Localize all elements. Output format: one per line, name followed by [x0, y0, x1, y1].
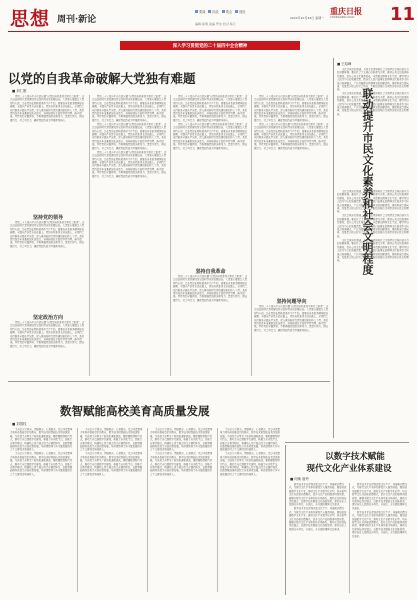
- column-divider: [147, 428, 148, 592]
- square-icon: [195, 10, 198, 13]
- paragraph: 文化是城市的灵魂，市民文化素养和社会文明程度是城市软实力的重要体现。要以社会主义核心价值观为引领，推动公共文化服务体系建设，提升公共文化服务效能，丰富群众精神文化生活。要坚持以人民为中心的发展思想，把满足人民日益增长的精神文化需求作为出发点和落脚点，广泛开展群众性精神文明创建活动，推动形成崇德向善、见贤思齐的良好社会风尚，不断提高城市文明程度和市民文明素质。: [337, 238, 409, 263]
- article4-body-col1: [289, 483, 347, 593]
- paragraph: 文化是城市的灵魂，市民文化素养和社会文明程度是城市软实力的重要体现。要以社会主义核心价值观为引领，推动公共文化服务体系建设，提升公共文化服务效能，丰富群众精神文化生活。要坚持以人民为中心的发展思想，把满足人民日益增长的精神文化需求作为出发点和落脚点，广泛开展群众性精神文明创建活动，推动形成崇德向善、见贤思齐的良好社会风尚，不断提高城市文明程度和市民文明素质。: [337, 68, 409, 92]
- article1-body-col1c: [10, 321, 86, 376]
- column-divider: [349, 483, 350, 593]
- article1-body-col1b: [10, 221, 86, 313]
- article3-body-col1: [10, 428, 74, 592]
- paragraph: 党的二十大报告中首次提出要“以党的自我革命引领社会革命”，这是总结新时代党的建设历史经验得出的重要结论。大党独有难题是大党所特有的，是在党的长期执政条件下产生的，需要以自我革命精神加以破解。全面从严治党永远在路上，党的自我革命永远在路上，必须持之以恒推进全面从严治党，深入推进新时代党的建设新的伟大工程。我们党历经百年沧桑更加充满活力，其奥秘就在于始终坚持真理、修正错误。坚持党的全面领导，不断增强党的政治领导力、思想引领力、群众组织力、社会号召力，确保党始终成为坚强领导核心。: [10, 321, 85, 348]
- article1-subhead: 坚持问题导向: [276, 299, 307, 305]
- paragraph: 数字技术正在深刻改变文化生产、传播和消费方式，为现代文化产业体系建设注入强劲动能。要加快发展数字文化产业，推动文化产业数字化转型，培育新型文化业态和消费模式，提升文化产品和服务供给质量。要健全现代文化产业体系和市场体系，推动文化和科技深度融合，以数字技术赋能文化创新创造，更好满足人民群众多样化、多层次、多方面的精神文化需求。: [289, 507, 347, 531]
- article3-title: 数智赋能高校美育高质量发展: [60, 404, 210, 418]
- column-divider: [217, 428, 218, 592]
- paragraph: 党的二十大报告中首次提出要“以党的自我革命引领社会革命”，这是总结新时代党的建设历史经验得出的重要结论。大党独有难题是大党所特有的，是在党的长期执政条件下产生的，需要以自我革命精神加以破解。全面从严治党永远在路上，党的自我革命永远在路上，必须持之以恒推进全面从严治党，深入推进新时代党的建设新的伟大工程。我们党历经百年沧桑更加充满活力，其奥秘就在于始终坚持真理、修正错误。坚持党的全面领导，不断增强党的政治领导力、思想引领力、群众组织力、社会号召力，确保党始终成为坚强领导核心。: [254, 95, 329, 122]
- nav-item[interactable]: 要闻: [195, 8, 205, 14]
- paragraph: 美育是审美教育、情操教育、心灵教育，也是丰富想象力和培养创新意识的教育。数字技术和智能技术的快速发展，为高校美育带来了新的机遇和挑战。要把握数智时代特点，推动美育资源数字化建设，拓展美育实践平台，创新美育教学模式，构建线上线下融合的美育课程体系，以数智赋能推动高校美育高质量发展，培养德智体美劳全面发展的社会主义建设者和接班人。: [150, 428, 213, 452]
- right-section-divider: [333, 58, 334, 438]
- article4-byline: ■ 何焕 唐玲: [290, 477, 309, 481]
- paragraph: 美育是审美教育、情操教育、心灵教育，也是丰富想象力和培养创新意识的教育。数字技术和智能技术的快速发展，为高校美育带来了新的机遇和挑战。要把握数智时代特点，推动美育资源数字化建设，拓展美育实践平台，创新美育教学模式，构建线上线下融合的美育课程体系，以数智赋能推动高校美育高质量发展，培养德智体美劳全面发展的社会主义建设者和接班人。: [220, 428, 280, 452]
- column-divider: [170, 95, 171, 376]
- paragraph: 党的二十大报告中首次提出要“以党的自我革命引领社会革命”，这是总结新时代党的建设历史经验得出的重要结论。大党独有难题是大党所特有的，是在党的长期执政条件下产生的，需要以自我革命精神加以破解。全面从严治党永远在路上，党的自我革命永远在路上，必须持之以恒推进全面从严治党，深入推进新时代党的建设新的伟大工程。我们党历经百年沧桑更加充满活力，其奥秘就在于始终坚持真理、修正错误。坚持党的全面领导，不断增强党的政治领导力、思想引领力、群众组织力、社会号召力，确保党始终成为坚强领导核心。: [10, 221, 85, 248]
- square-icon: [208, 10, 211, 13]
- column-divider: [89, 95, 90, 376]
- article1-subhead: 坚持自我革命: [195, 269, 226, 275]
- nav-bar: [195, 8, 285, 14]
- article3-body-col4: [220, 428, 282, 592]
- article1-subhead: 坚定政治方向: [32, 315, 63, 321]
- paper-name-en: CHONGQING DAILY: [330, 16, 355, 19]
- banner-text: 深入学习贯彻党的二十届四中全会精神: [172, 43, 248, 49]
- article2-title: 联动提升市民文化素养和社会文明程度: [361, 88, 374, 275]
- paragraph: 党的二十大报告中首次提出要“以党的自我革命引领社会革命”，这是总结新时代党的建设历史经验得出的重要结论。大党独有难题是大党所特有的，是在党的长期执政条件下产生的，需要以自我革命精神加以破解。全面从严治党永远在路上，党的自我革命永远在路上，必须持之以恒推进全面从严治党，深入推进新时代党的建设新的伟大工程。我们党历经百年沧桑更加充满活力，其奥秘就在于始终坚持真理、修正错误。坚持党的全面领导，不断增强党的政治领导力、思想引领力、群众组织力、社会号召力，确保党始终成为坚强领导核心。: [173, 275, 248, 302]
- paragraph: 数字技术正在深刻改变文化生产、传播和消费方式，为现代文化产业体系建设注入强劲动能。要加快发展数字文化产业，推动文化产业数字化转型，培育新型文化业态和消费模式，提升文化产品和服务供给质量。要健全现代文化产业体系和市场体系，推动文化和科技深度融合，以数字技术赋能文化创新创造，更好满足人民群众多样化、多层次、多方面的精神文化需求。: [352, 510, 408, 538]
- section-brand: 思想: [10, 8, 51, 30]
- article2-byline: ■ 王绍峰: [337, 62, 352, 66]
- square-icon: [235, 10, 238, 13]
- paragraph: 文化是城市的灵魂，市民文化素养和社会文明程度是城市软实力的重要体现。要以社会主义核心价值观为引领，推动公共文化服务体系建设，提升公共文化服务效能，丰富群众精神文化生活。要坚持以人民为中心的发展思想，把满足人民日益增长的精神文化需求作为出发点和落脚点，广泛开展群众性精神文明创建活动，推动形成崇德向善、见贤思齐的良好社会风尚，不断提高城市文明程度和市民文明素质。: [337, 214, 409, 238]
- paragraph: 党的二十大报告中首次提出要“以党的自我革命引领社会革命”，这是总结新时代党的建设历史经验得出的重要结论。大党独有难题是大党所特有的，是在党的长期执政条件下产生的，需要以自我革命精神加以破解。全面从严治党永远在路上，党的自我革命永远在路上，必须持之以恒推进全面从严治党，深入推进新时代党的建设新的伟大工程。我们党历经百年沧桑更加充满活力，其奥秘就在于始终坚持真理、修正错误。坚持党的全面领导，不断增强党的政治领导力、思想引领力、群众组织力、社会号召力，确保党始终成为坚强领导核心。: [92, 95, 167, 122]
- paragraph: 党的二十大报告中首次提出要“以党的自我革命引领社会革命”，这是总结新时代党的建设历史经验得出的重要结论。大党独有难题是大党所特有的，是在党的长期执政条件下产生的，需要以自我革命精神加以破解。全面从严治党永远在路上，党的自我革命永远在路上，必须持之以恒推进全面从严治党，深入推进新时代党的建设新的伟大工程。我们党历经百年沧桑更加充满活力，其奥秘就在于始终坚持真理、修正错误。坚持党的全面领导，不断增强党的政治领导力、思想引领力、群众组织力、社会号召力，确保党始终成为坚强领导核心。: [254, 122, 329, 150]
- article4-title-line2: 现代文化产业体系建设: [306, 464, 392, 474]
- column-name: 周刊·新论: [57, 15, 97, 25]
- section-divider: [8, 381, 330, 382]
- paragraph: 数字技术正在深刻改变文化生产、传播和消费方式，为现代文化产业体系建设注入强劲动能。要加快发展数字文化产业，推动文化产业数字化转型，培育新型文化业态和消费模式，提升文化产品和服务供给质量。要健全现代文化产业体系和市场体系，推动文化和科技深度融合，以数字技术赋能文化创新创造，更好满足人民群众多样化、多层次、多方面的精神文化需求。: [289, 483, 347, 507]
- paragraph: 党的二十大报告中首次提出要“以党的自我革命引领社会革命”，这是总结新时代党的建设历史经验得出的重要结论。大党独有难题是大党所特有的，是在党的长期执政条件下产生的，需要以自我革命精神加以破解。全面从严治党永远在路上，党的自我革命永远在路上，必须持之以恒推进全面从严治党，深入推进新时代党的建设新的伟大工程。我们党历经百年沧桑更加充满活力，其奥秘就在于始终坚持真理、修正错误。坚持党的全面领导，不断增强党的政治领导力、思想引领力、群众组织力、社会号召力，确保党始终成为坚强领导核心。: [173, 122, 248, 150]
- nav-item[interactable]: 时政: [208, 8, 218, 14]
- paragraph: 美育是审美教育、情操教育、心灵教育，也是丰富想象力和培养创新意识的教育。数字技术和智能技术的快速发展，为高校美育带来了新的机遇和挑战。要把握数智时代特点，推动美育资源数字化建设，拓展美育实践平台，创新美育教学模式，构建线上线下融合的美育课程体系，以数智赋能推动高校美育高质量发展，培养德智体美劳全面发展的社会主义建设者和接班人。: [10, 452, 73, 476]
- paragraph: 党的二十大报告中首次提出要“以党的自我革命引领社会革命”，这是总结新时代党的建设历史经验得出的重要结论。大党独有难题是大党所特有的，是在党的长期执政条件下产生的，需要以自我革命精神加以破解。全面从严治党永远在路上，党的自我革命永远在路上，必须持之以恒推进全面从严治党，深入推进新时代党的建设新的伟大工程。我们党历经百年沧桑更加充满活力，其奥秘就在于始终坚持真理、修正错误。坚持党的全面领导，不断增强党的政治领导力、思想引领力、群众组织力、社会号召力，确保党始终成为坚强领导核心。: [10, 95, 85, 122]
- article1-body-col3b: [173, 275, 248, 376]
- masthead: [0, 0, 417, 40]
- paragraph: 党的二十大报告中首次提出要“以党的自我革命引领社会革命”，这是总结新时代党的建设历史经验得出的重要结论。大党独有难题是大党所特有的，是在党的长期执政条件下产生的，需要以自我革命精神加以破解。全面从严治党永远在路上，党的自我革命永远在路上，必须持之以恒推进全面从严治党，深入推进新时代党的建设新的伟大工程。我们党历经百年沧桑更加充满活力，其奥秘就在于始终坚持真理、修正错误。坚持党的全面领导，不断增强党的政治领导力、思想引领力、群众组织力、社会号召力，确保党始终成为坚强领导核心。: [92, 150, 167, 178]
- article3-body-col2: [80, 428, 144, 592]
- article4-title-line1: 以数字技术赋能: [325, 452, 385, 462]
- article1-subhead: 坚持党的领导: [32, 215, 63, 221]
- article2-body-b: [337, 190, 409, 438]
- date-line: 2022年10月24日 星期一: [290, 16, 325, 20]
- paragraph: 美育是审美教育、情操教育、心灵教育，也是丰富想象力和培养创新意识的教育。数字技术和智能技术的快速发展，为高校美育带来了新的机遇和挑战。要把握数智时代特点，推动美育资源数字化建设，拓展美育实践平台，创新美育教学模式，构建线上线下融合的美育课程体系，以数智赋能推动高校美育高质量发展，培养德智体美劳全面发展的社会主义建设者和接班人。: [80, 428, 143, 452]
- paragraph: 文化是城市的灵魂，市民文化素养和社会文明程度是城市软实力的重要体现。要以社会主义核心价值观为引领，推动公共文化服务体系建设，提升公共文化服务效能，丰富群众精神文化生活。要坚持以人民为中心的发展思想，把满足人民日益增长的精神文化需求作为出发点和落脚点，广泛开展群众性精神文明创建活动，推动形成崇德向善、见贤思齐的良好社会风尚，不断提高城市文明程度和市民文明素质。: [337, 190, 409, 214]
- section-divider-vertical: [285, 445, 286, 595]
- paper-name: 重庆日报: [330, 6, 362, 16]
- section-divider: [285, 442, 409, 443]
- article1-body-col4b: [254, 305, 329, 376]
- article3-body-col3: [150, 428, 214, 592]
- paragraph: 美育是审美教育、情操教育、心灵教育，也是丰富想象力和培养创新意识的教育。数字技术和智能技术的快速发展，为高校美育带来了新的机遇和挑战。要把握数智时代特点，推动美育资源数字化建设，拓展美育实践平台，创新美育教学模式，构建线上线下融合的美育课程体系，以数智赋能推动高校美育高质量发展，培养德智体美劳全面发展的社会主义建设者和接班人。: [220, 452, 280, 476]
- article3-byline: ■ 刘国权: [12, 422, 27, 426]
- paragraph: 党的二十大报告中首次提出要“以党的自我革命引领社会革命”，这是总结新时代党的建设历史经验得出的重要结论。大党独有难题是大党所特有的，是在党的长期执政条件下产生的，需要以自我革命精神加以破解。全面从严治党永远在路上，党的自我革命永远在路上，必须持之以恒推进全面从严治党，深入推进新时代党的建设新的伟大工程。我们党历经百年沧桑更加充满活力，其奥秘就在于始终坚持真理、修正错误。坚持党的全面领导，不断增强党的政治领导力、思想引领力、群众组织力、社会号召力，确保党始终成为坚强领导核心。: [92, 122, 167, 150]
- article1-body-col1: [10, 95, 86, 213]
- paragraph: 美育是审美教育、情操教育、心灵教育，也是丰富想象力和培养创新意识的教育。数字技术和智能技术的快速发展，为高校美育带来了新的机遇和挑战。要把握数智时代特点，推动美育资源数字化建设，拓展美育实践平台，创新美育教学模式，构建线上线下融合的美育课程体系，以数智赋能推动高校美育高质量发展，培养德智体美劳全面发展的社会主义建设者和接班人。: [150, 452, 213, 476]
- paragraph: 文化是城市的灵魂，市民文化素养和社会文明程度是城市软实力的重要体现。要以社会主义核心价值观为引领，推动公共文化服务体系建设，提升公共文化服务效能，丰富群众精神文化生活。要坚持以人民为中心的发展思想，把满足人民日益增长的精神文化需求作为出发点和落脚点，广泛开展群众性精神文明创建活动，推动形成崇德向善、见贤思齐的良好社会风尚，不断提高城市文明程度和市民文明素质。: [337, 92, 409, 116]
- nav-item[interactable]: 财经: [235, 8, 245, 14]
- article1-body-col2: [92, 95, 167, 376]
- article4-body-col2: [352, 483, 409, 593]
- nav-item[interactable]: 观点: [222, 8, 232, 14]
- paragraph: 美育是审美教育、情操教育、心灵教育，也是丰富想象力和培养创新意识的教育。数字技术和智能技术的快速发展，为高校美育带来了新的机遇和挑战。要把握数智时代特点，推动美育资源数字化建设，拓展美育实践平台，创新美育教学模式，构建线上线下融合的美育课程体系，以数智赋能推动高校美育高质量发展，培养德智体美劳全面发展的社会主义建设者和接班人。: [80, 452, 143, 476]
- article1-title: 以党的自我革命破解大党独有难题: [8, 71, 196, 86]
- article1-body-col4: [254, 95, 329, 295]
- editor-line: 编辑 崔明 美编 罗洁 校对 杨元: [195, 22, 236, 26]
- square-icon: [222, 10, 225, 13]
- article1-byline: ■ 刘仁刚: [12, 89, 27, 93]
- page-number: 11: [390, 4, 416, 25]
- paragraph: 党的二十大报告中首次提出要“以党的自我革命引领社会革命”，这是总结新时代党的建设历史经验得出的重要结论。大党独有难题是大党所特有的，是在党的长期执政条件下产生的，需要以自我革命精神加以破解。全面从严治党永远在路上，党的自我革命永远在路上，必须持之以恒推进全面从严治党，深入推进新时代党的建设新的伟大工程。我们党历经百年沧桑更加充满活力，其奥秘就在于始终坚持真理、修正错误。坚持党的全面领导，不断增强党的政治领导力、思想引领力、群众组织力、社会号召力，确保党始终成为坚强领导核心。: [173, 95, 248, 122]
- column-divider: [251, 95, 252, 376]
- article1-body-col3: [173, 95, 248, 265]
- paragraph: 党的二十大报告中首次提出要“以党的自我革命引领社会革命”，这是总结新时代党的建设历史经验得出的重要结论。大党独有难题是大党所特有的，是在党的长期执政条件下产生的，需要以自我革命精神加以破解。全面从严治党永远在路上，党的自我革命永远在路上，必须持之以恒推进全面从严治党，深入推进新时代党的建设新的伟大工程。我们党历经百年沧桑更加充满活力，其奥秘就在于始终坚持真理、修正错误。坚持党的全面领导，不断增强党的政治领导力、思想引领力、群众组织力、社会号召力，确保党始终成为坚强领导核心。: [254, 305, 329, 332]
- masthead-rule: [8, 31, 409, 32]
- paragraph: 美育是审美教育、情操教育、心灵教育，也是丰富想象力和培养创新意识的教育。数字技术和智能技术的快速发展，为高校美育带来了新的机遇和挑战。要把握数智时代特点，推动美育资源数字化建设，拓展美育实践平台，创新美育教学模式，构建线上线下融合的美育课程体系，以数智赋能推动高校美育高质量发展，培养德智体美劳全面发展的社会主义建设者和接班人。: [10, 428, 73, 452]
- column-divider: [77, 428, 78, 592]
- paragraph: 数字技术正在深刻改变文化生产、传播和消费方式，为现代文化产业体系建设注入强劲动能。要加快发展数字文化产业，推动文化产业数字化转型，培育新型文化业态和消费模式，提升文化产品和服务供给质量。要健全现代文化产业体系和市场体系，推动文化和科技深度融合，以数字技术赋能文化创新创造，更好满足人民群众多样化、多层次、多方面的精神文化需求。: [352, 483, 408, 510]
